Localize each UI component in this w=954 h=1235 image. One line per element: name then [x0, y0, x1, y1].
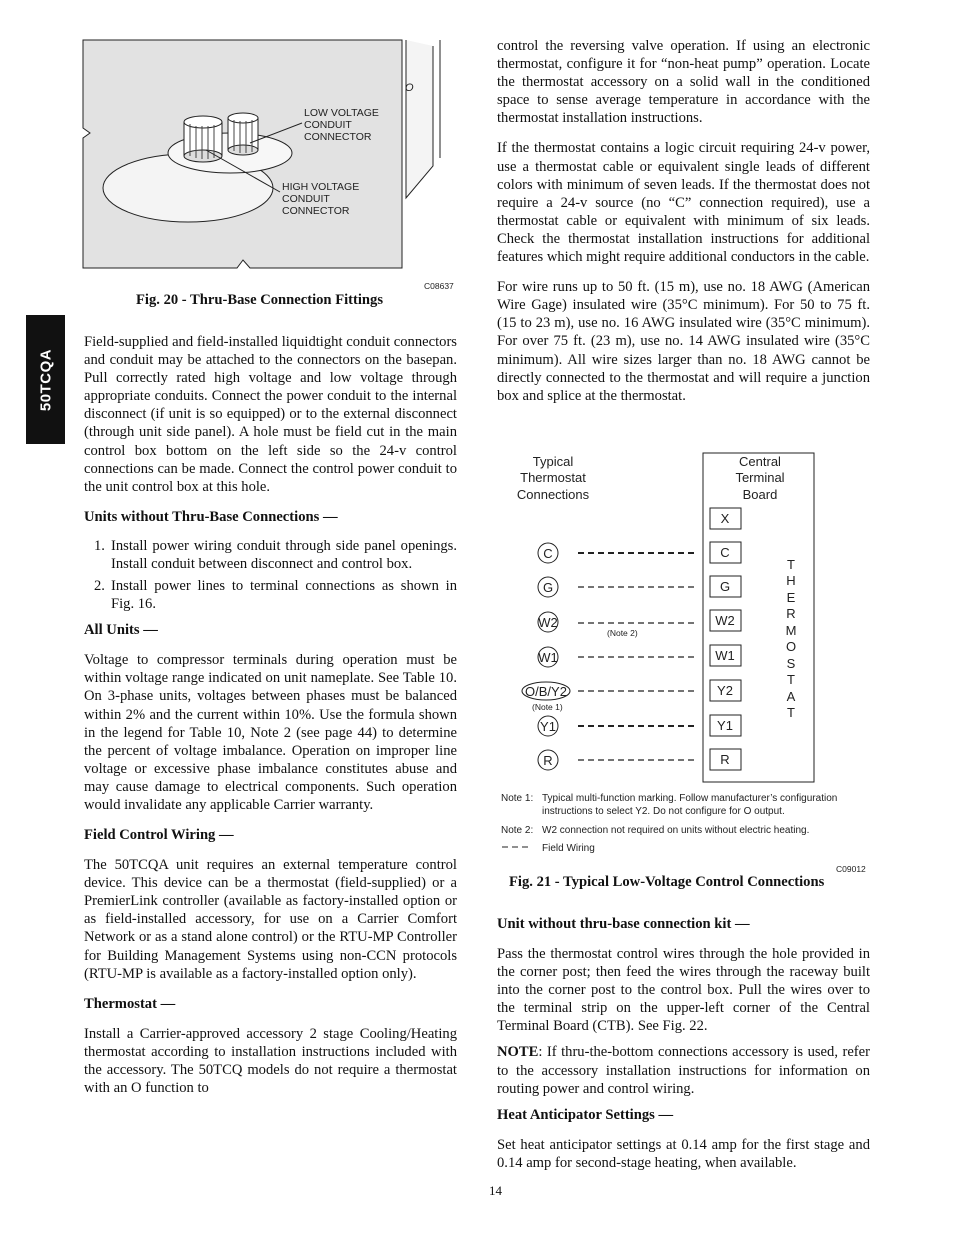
thermostat-letter: A — [786, 689, 796, 704]
board-terminal-r: R — [720, 752, 730, 767]
board-terminal-w1: W1 — [715, 648, 735, 663]
fig20-code: C08637 — [424, 281, 454, 291]
install-steps-list — [84, 537, 457, 613]
fig21-legend-field-wiring: Field Wiring — [542, 843, 595, 854]
thermostat-letter: S — [786, 656, 796, 671]
stat-terminal-w1: W1 — [538, 650, 558, 665]
left-column — [84, 333, 457, 1097]
left-paragraph-all-units: Voltage to compressor terminals during operation must be within voltage range indicated on unit nameplate. See Table 10. On 3-phase units, voltages between phases must be balanced within 2% and the current within 10%. Use the formula shown in the legend for Table 10, Note 2 (see page 44) to determine the percent of voltage imbalance. Operation on improper line voltage or excessive phase imbalance constitutes abuse and may cause damage to electrical components. Such operation would invalidate any applicable Carrier warranty. — [84, 652, 457, 813]
heading-heat-anticipator: Heat Anticipator Settings — — [497, 1106, 674, 1123]
install-step: 2. Install power lines to terminal connections as shown in Fig. 16. — [94, 578, 457, 613]
board-terminal-g: G — [719, 579, 731, 594]
right-paragraph-heat-anticipator: Set heat anticipator settings at 0.14 amp for the first stage and 0.14 amp for second-stage heating, when available. — [497, 1136, 870, 1171]
board-terminal-y1: Y1 — [717, 718, 733, 733]
fig21-note1-line1: Typical multi-function marking. Follow manufacturer’s configuration — [542, 793, 838, 804]
left-paragraph-conduit: Field-supplied and field-installed liquidtight conduit connectors and conduit may be attached to the connectors on the basepan. Pull correctly rated high voltage and low voltage through appropriate conduits. Connect the power conduit to the internal disconnect (if unit is so equipped) or to the external disconnect (through unit side panel). A hole must be field cut in the main control box bottom on the left side so the 24-v control connections can be made. Connect the control power conduit to the unit control box at this hole. — [84, 334, 457, 495]
heading-thermostat: Thermostat — — [84, 995, 176, 1012]
right-paragraph-reversing-valve: control the reversing valve operation. If using an electronic thermostat, configure it for “non-heat pump” operation. Locate the thermostat accessory on a solid wall in the conditioned space to sense average temperature in accordance with the thermostat installation instructions. — [497, 38, 870, 127]
field-wiring-lines — [578, 553, 698, 760]
thermostat-letter: M — [785, 623, 797, 638]
thermostat-letter: T — [787, 672, 795, 687]
side-tab-label: 50TCQA — [37, 348, 54, 411]
fig20-caption: Fig. 20 - Thru-Base Connection Fittings — [136, 292, 384, 308]
right-paragraph-unit-without: Pass the thermostat control wires through the hole provided in the corner post; then feed the wires through the raceway built into the corner post to the control box. Pull the wires over to the terminal strip on the upper-left corner of the Central Terminal Board (CTB). See Fig. 22. — [497, 946, 870, 1035]
fig21-left-title-3: Connections — [516, 487, 590, 502]
fig20-high-line1: HIGH VOLTAGE — [282, 181, 360, 193]
fig20-high-line2: CONDUIT — [282, 193, 330, 205]
fig21-right-title-3: Board — [742, 487, 778, 502]
fig21-note2-label: Note 2: — [501, 825, 534, 836]
thermostat-letter: E — [786, 590, 796, 605]
fig21-left-title-2: Thermostat — [520, 470, 586, 485]
page-number: 14 — [489, 1183, 502, 1198]
fig21-right-title-2: Terminal — [735, 470, 785, 485]
fig21-note1-tag: (Note 1) — [532, 702, 563, 712]
right-column-top — [497, 37, 870, 405]
heading-field-control-wiring: Field Control Wiring — — [84, 827, 234, 844]
fig20-high-line3: CONNECTOR — [282, 205, 350, 217]
stat-terminal-y1: Y1 — [540, 719, 556, 734]
heading-unit-without-thru-base-kit: Unit without thru-base connection kit — — [497, 916, 750, 932]
thermostat-letter: T — [787, 557, 795, 572]
heading-all-units: All Units — — [84, 622, 158, 639]
fig21-left-title-1: Typical — [532, 454, 574, 469]
fig20-low-line1: LOW VOLTAGE — [304, 107, 379, 119]
fig20-illustration — [80, 38, 462, 296]
fig21-caption: Fig. 21 - Typical Low-Voltage Control Connections — [509, 874, 825, 890]
right-paragraph-wire-runs: For wire runs up to 50 ft. (15 m), use no. 18 AWG (American Wire Gage) insulated wire (35°C minimum). For 50 to 75 ft. (15 to 23 m), use no. 16 AWG insulated wire (35°C minimum). For over 75 ft. (23 m), use no. 14 AWG insulated wire (35°C minimum). All wire sizes larger than no. 18 AWG cannot be directly connected to the thermostat and will require a junction box and splice at the thermostat. — [497, 279, 870, 404]
stat-terminal-r: R — [543, 753, 553, 768]
fig21-note2-tag: (Note 2) — [607, 628, 638, 638]
stat-terminal-c: C — [543, 546, 553, 561]
left-paragraph-field-control: The 50TCQA unit requires an external temperature control device. This device can be a thermostat (field-supplied) or a PremierLink controller (available as factory-installed option or as field-installed accessory, for use on a Carrier Comfort Network or as a stand alone control) or the RTU-MP Controller for Building Management Systems using non-CCN protocols (RTU-MP is available as a factory-installed option only). — [84, 857, 457, 982]
thermostat-letter: R — [786, 606, 796, 621]
thermostat-letter: O — [785, 639, 797, 654]
fig21-note2-text: W2 connection not required on units without electric heating. — [542, 825, 810, 836]
side-tab — [26, 315, 65, 444]
note-text: : If thru-the-bottom connections accessory is used, refer to the accessory installation instructions for information on routing power and control wiring. — [497, 1044, 870, 1097]
board-terminal-y2: Y2 — [717, 683, 733, 698]
board-terminal-c: C — [720, 545, 730, 560]
board-terminal-w2: W2 — [715, 613, 735, 628]
fig21-right-title-1: Central — [739, 454, 781, 469]
fig21-code: C09012 — [836, 864, 866, 874]
right-paragraph-logic-circuit: If the thermostat contains a logic circuit requiring 24-v power, use a thermostat cable or equivalent single leads of different colors with minimum of seven leads. If the thermostat does not require a 24-v source (no “C” connection required), use a thermostat cable or equivalent with minimum of six leads. Check the thermostat installation instructions for additional features which might require additional conductors in the cable. — [497, 140, 870, 266]
stat-terminal-g: G — [542, 580, 554, 595]
board-terminal-x: X — [720, 511, 730, 526]
stat-terminal-obY2: O/B/Y2 — [525, 684, 567, 699]
fig20-low-line3: CONNECTOR — [304, 131, 372, 143]
install-step: 1. Install power wiring conduit through side panel openings. Install conduit between disconnect and control box. — [94, 537, 457, 572]
thermostat-letter: T — [787, 705, 795, 720]
fig20-label-o: O — [405, 82, 414, 94]
fig21-note1-label: Note 1: — [501, 793, 534, 804]
fig21-diagram — [494, 450, 874, 878]
note-label: NOTE — [497, 1044, 539, 1061]
right-column-bottom — [497, 915, 870, 1172]
heading-units-without-thru-base: Units without Thru-Base Connections — — [84, 508, 338, 525]
fig20-low-line2: CONDUIT — [304, 119, 352, 131]
stat-terminal-w2: W2 — [538, 615, 558, 630]
right-paragraph-note — [497, 1043, 870, 1097]
fig21-note1-line2: instructions to select Y2. Do not configure for O output. — [542, 806, 785, 817]
thermostat-letter: H — [786, 573, 796, 588]
left-paragraph-thermostat: Install a Carrier-approved accessory 2 stage Cooling/Heating thermostat according to installation instructions included with the accessory. The 50TCQ models do not require a thermostat with an O function to — [84, 1025, 457, 1096]
